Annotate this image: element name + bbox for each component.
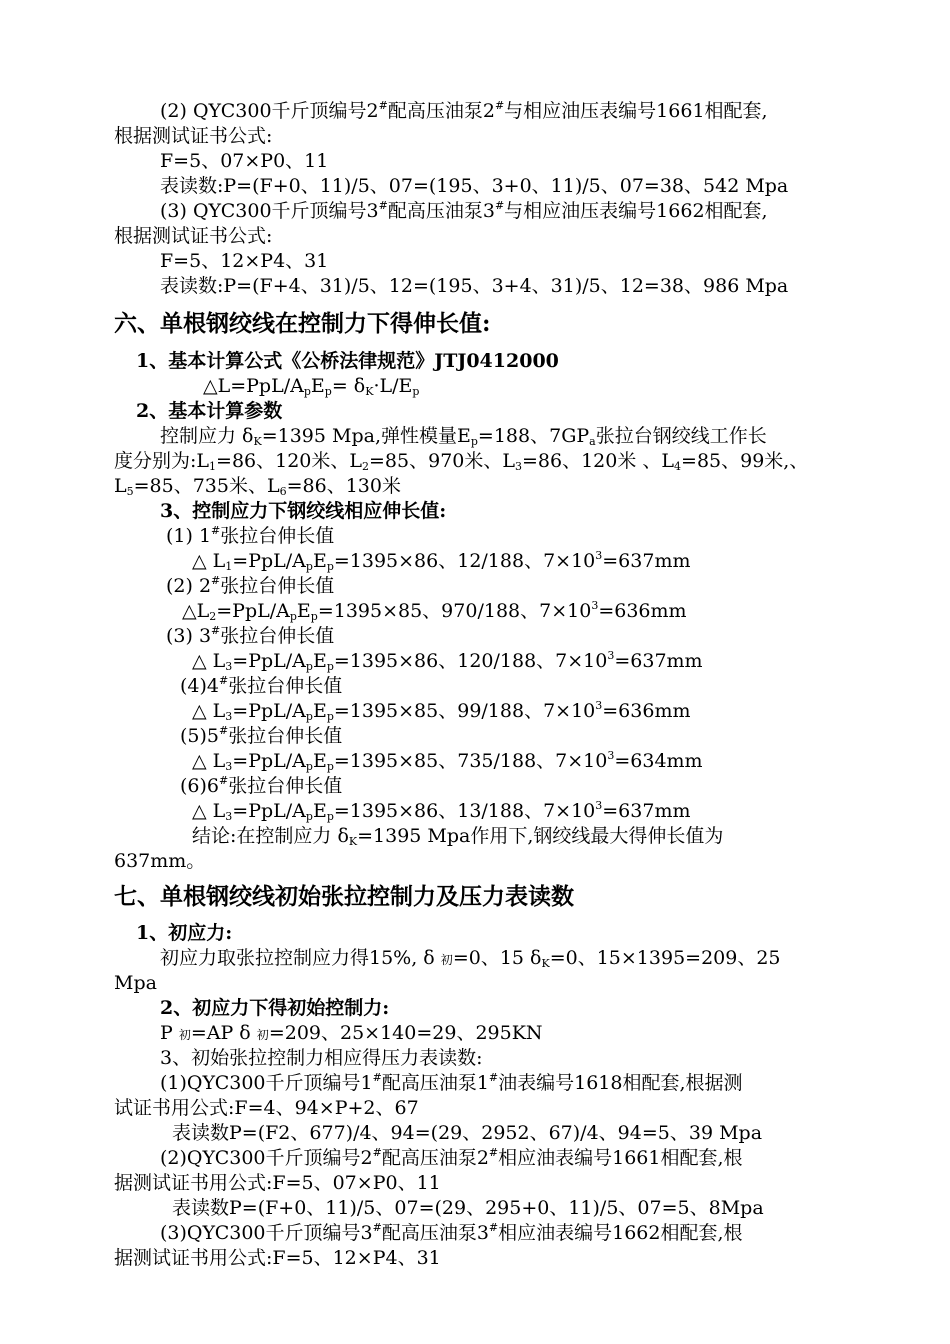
formula-line: $\triangle L_2=PpL/A_pE_p=1395\times 85$、970/188、$7\times 10^3=636mm$ xyxy=(182,599,687,623)
subheading: 1、初应力: xyxy=(136,922,233,944)
list-item: (4)4#张拉台伸长值 xyxy=(180,674,343,697)
text-line: 据测试证书用公式:F=5、07×P0、11 xyxy=(114,1172,441,1194)
formula-line: △ $L_1=PpL/A_pE_p=1395\times 86$、12/188、$7\times 10^3=637mm$ xyxy=(192,549,691,573)
text-line: 根据测试证书公式: xyxy=(114,225,273,247)
formula-line: F=5、12×P4、31 xyxy=(160,250,329,272)
subheading: 2、初应力下得初始控制力: xyxy=(160,997,390,1019)
text-line: 初应力取张拉控制应力得15%, δ 初=0、15 $\delta_K=0$、15×1395=209、25 xyxy=(160,947,781,970)
formula-line: $\triangle L=PpL/A_pE_p= \delta_K\cdot L/E_p$ xyxy=(203,375,420,398)
text-line: 据测试证书用公式:F=5、12×P4、31 xyxy=(114,1247,441,1269)
formula-line: F=5、07×P0、11 xyxy=(160,150,329,172)
subheading: 3、控制应力下钢绞线相应伸长值: xyxy=(160,500,447,522)
formula-line: △ $L_3=PpL/A_pE_p=1395\times 85$、99/188、$7\times 10^3=636mm$ xyxy=(192,699,691,723)
conclusion-line: 637mm。 xyxy=(114,850,206,872)
list-item: (6)6#张拉台伸长值 xyxy=(180,774,343,797)
text-line: (2)QYC300千斤顶编号2#配高压油泵2#相应油表编号1661相配套,根 xyxy=(160,1146,743,1169)
text-line: 控制应力 $\delta_K=1395$ Mpa,弹性模量$E_p=188$、$7GP_a$张拉台钢绞线工作长 xyxy=(160,425,767,448)
section-heading-6: 六、单根钢绞线在控制力下得伸长值: xyxy=(114,310,491,337)
text-line: (3)QYC300千斤顶编号3#配高压油泵3#相应油表编号1662相配套,根 xyxy=(160,1221,743,1244)
formula-line: 表读数P=(F2、677)/4、94=(29、2952、67)/4、94=5、39 Mpa xyxy=(172,1122,763,1144)
list-item: (5)5#张拉台伸长值 xyxy=(180,724,343,747)
list-item: (3) 3#张拉台伸长值 xyxy=(166,624,335,647)
list-item: (2) 2#张拉台伸长值 xyxy=(166,574,335,597)
text-line: $L_5=85$、735米、$L_6=86$、130米 xyxy=(114,475,401,498)
subheading: 3、初始张拉控制力相应得压力表读数: xyxy=(160,1047,483,1069)
conclusion-line: 结论:在控制应力 $\delta_K=1395$ Mpa作用下,钢绞线最大得伸长值为 xyxy=(192,825,724,848)
section-heading-7: 七、单根钢绞线初始张拉控制力及压力表读数 xyxy=(114,883,574,910)
subheading: 2、基本计算参数 xyxy=(136,400,283,422)
formula-line: P 初=AP δ 初=209、25×140=29、295KN xyxy=(160,1022,543,1044)
text-line: (1)QYC300千斤顶编号1#配高压油泵1#油表编号1618相配套,根据测 xyxy=(160,1071,743,1094)
formula-line: 表读数:P=(F+4、31)/5、12=(195、3+4、31)/5、12=38、986 Mpa xyxy=(160,275,789,297)
subheading: 1、基本计算公式《公桥法律规范》JTJ0412000 xyxy=(136,350,559,372)
formula-line: △ $L_3=PpL/A_pE_p=1395\times 86$、120/188、$7\times 10^3=637mm$ xyxy=(192,649,703,673)
formula-line: 表读数:P=(F+0、11)/5、07=(195、3+0、11)/5、07=38、542 Mpa xyxy=(160,175,789,197)
text-line: (2) QYC300千斤顶编号2#配高压油泵2#与相应油压表编号1661相配套, xyxy=(160,99,768,122)
text-line: 试证书用公式:F=4、94×P+2、67 xyxy=(114,1097,419,1119)
text-line: (3) QYC300千斤顶编号3#配高压油泵3#与相应油压表编号1662相配套, xyxy=(160,199,768,222)
formula-line: △ $L_3=PpL/A_pE_p=1395\times 85$、735/188、$7\times 10^3=634mm$ xyxy=(192,749,703,773)
text-line: Mpa xyxy=(114,972,157,994)
formula-line: 表读数P=(F+0、11)/5、07=(29、295+0、11)/5、07=5、8Mpa xyxy=(172,1197,764,1219)
formula-line: △ $L_3=PpL/A_pE_p=1395\times 86$、13/188、$7\times 10^3=637mm$ xyxy=(192,799,691,823)
list-item: (1) 1#张拉台伸长值 xyxy=(166,524,335,547)
text-line: 度分别为$:L_1=86$、120米、$L_2=85$、970米、$L_3=86$、120米 、$L_4=85$、99米,、 xyxy=(114,450,809,473)
text-line: 根据测试证书公式: xyxy=(114,125,273,147)
